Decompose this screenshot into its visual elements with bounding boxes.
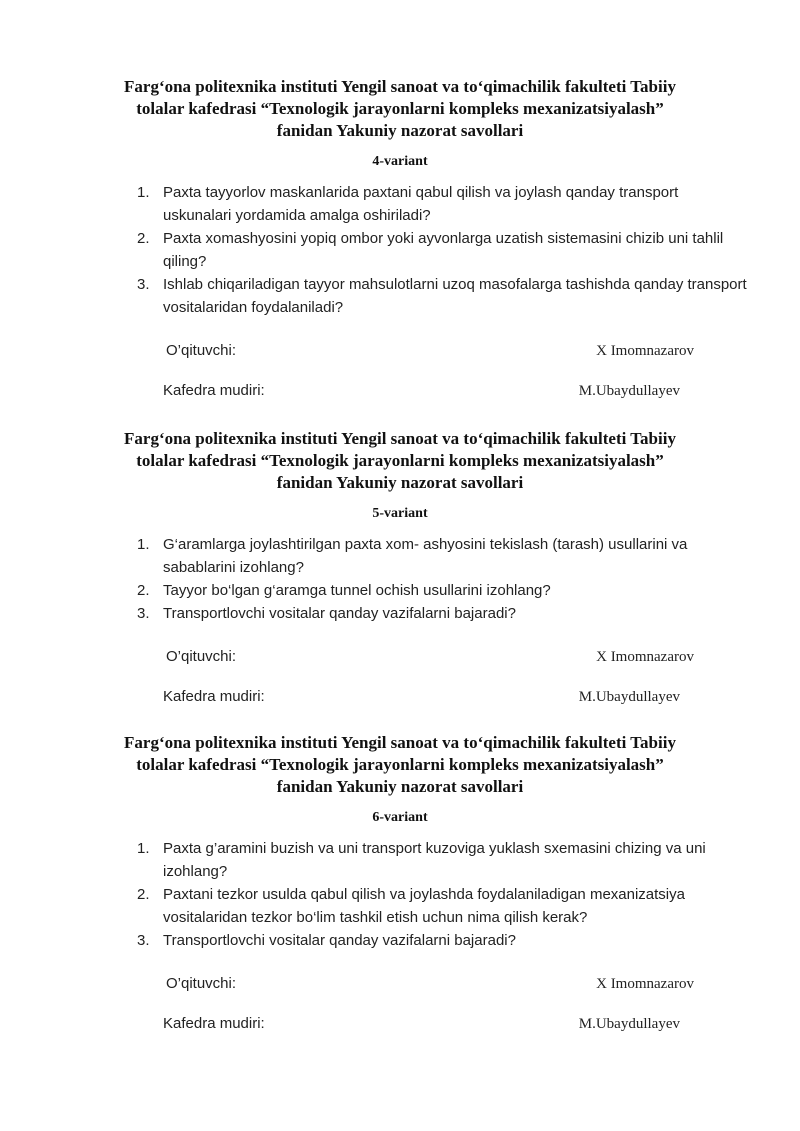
- teacher-name: X Imomnazarov: [596, 343, 694, 359]
- question-number: 1.: [137, 536, 150, 553]
- document-title: [80, 428, 720, 494]
- question-number: 2.: [137, 582, 150, 599]
- question-text: Paxta tayyorlov maskanlarida paxtani qabul qilish va joylash qanday transport uskunalari yordamida amalga oshiriladi?: [163, 184, 679, 224]
- head-name: M.Ubaydullayev: [578, 1016, 680, 1032]
- teacher-name: X Imomnazarov: [596, 649, 694, 665]
- question-list: [0, 533, 800, 625]
- variant-block-5: [0, 428, 800, 708]
- variant-label: 6-variant: [372, 810, 428, 825]
- document-title: [80, 732, 720, 798]
- title-line: tolalar kafedrasi “Texnologik jarayonlarni kompleks mexanizatsiyalash”: [136, 451, 664, 470]
- teacher-label: O’qituvchi:: [166, 342, 237, 359]
- head-name: M.Ubaydullayev: [578, 383, 680, 399]
- title-line: tolalar kafedrasi “Texnologik jarayonlarni kompleks mexanizatsiyalash”: [136, 755, 664, 774]
- question-text: Transportlovchi vositalar qanday vazifalarni bajaradi?: [163, 932, 516, 949]
- question-list: [0, 837, 800, 952]
- question-number: 2.: [137, 230, 150, 247]
- head-signature-row: [0, 380, 800, 402]
- variant-label: 5-variant: [372, 506, 428, 521]
- question-text: Transportlovchi vositalar qanday vazifalarni bajaradi?: [163, 605, 516, 622]
- head-name: M.Ubaydullayev: [578, 689, 680, 705]
- question-text: G‘aramlarga joylashtirilgan paxta xom- ashyosini tekislash (tarash) usullarini va sabablarini izohlang?: [163, 536, 688, 576]
- teacher-label: O’qituvchi:: [166, 648, 237, 665]
- head-label: Kafedra mudiri:: [163, 1015, 265, 1032]
- question-item: [0, 883, 800, 929]
- question-text: Paxta xomashyosini yopiq ombor yoki ayvonlarga uzatish sistemasini chizib uni tahlil qiling?: [163, 230, 724, 270]
- teacher-label: O’qituvchi:: [166, 975, 237, 992]
- question-number: 1.: [137, 840, 150, 857]
- teacher-signature-row: [0, 646, 800, 668]
- title-line: Farg‘ona politexnika instituti Yengil sanoat va to‘qimachilik fakulteti Tabiiy: [124, 429, 676, 448]
- variant-block-6: [0, 732, 800, 1035]
- title-line: fanidan Yakuniy nazorat savollari: [276, 473, 524, 492]
- question-item: [0, 273, 800, 319]
- title-line: tolalar kafedrasi “Texnologik jarayonlarni kompleks mexanizatsiyalash”: [136, 99, 664, 118]
- question-number: 1.: [137, 184, 150, 201]
- question-item: [0, 929, 800, 952]
- question-text: Paxtani tezkor usulda qabul qilish va joylashda foydalaniladigan mexanizatsiya vositalaridan tezkor bo‘lim tashkil etish uchun nima qilish kerak?: [163, 886, 685, 926]
- question-text: Tayyor bo‘lgan g‘aramga tunnel ochish usullarini izohlang?: [163, 582, 551, 599]
- title-line: fanidan Yakuniy nazorat savollari: [276, 777, 524, 796]
- head-signature-row: [0, 1013, 800, 1035]
- head-label: Kafedra mudiri:: [163, 382, 265, 399]
- variant-block-4: [0, 76, 800, 402]
- teacher-name: X Imomnazarov: [596, 976, 694, 992]
- variant-label: 4-variant: [372, 154, 428, 169]
- question-number: 3.: [137, 932, 150, 949]
- head-label: Kafedra mudiri:: [163, 688, 265, 705]
- question-item: [0, 579, 800, 602]
- document-title: [80, 76, 720, 142]
- question-item: [0, 837, 800, 883]
- question-text: Paxta g’aramini buzish va uni transport kuzoviga yuklash sxemasini chizing va uni izohlang?: [163, 840, 706, 880]
- question-item: [0, 181, 800, 227]
- teacher-signature-row: [0, 973, 800, 995]
- question-text: Ishlab chiqariladigan tayyor mahsulotlarni uzoq masofalarga tashishda qanday transport vositalaridan foydalaniladi?: [163, 276, 747, 316]
- title-line: fanidan Yakuniy nazorat savollari: [276, 121, 524, 140]
- question-number: 2.: [137, 886, 150, 903]
- teacher-signature-row: [0, 340, 800, 362]
- question-list: [0, 181, 800, 319]
- question-number: 3.: [137, 276, 150, 293]
- title-line: Farg‘ona politexnika instituti Yengil sanoat va to‘qimachilik fakulteti Tabiiy: [124, 733, 676, 752]
- title-line: Farg‘ona politexnika instituti Yengil sanoat va to‘qimachilik fakulteti Tabiiy: [124, 77, 676, 96]
- question-number: 3.: [137, 605, 150, 622]
- question-item: [0, 533, 800, 579]
- question-item: [0, 602, 800, 625]
- head-signature-row: [0, 686, 800, 708]
- question-item: [0, 227, 800, 273]
